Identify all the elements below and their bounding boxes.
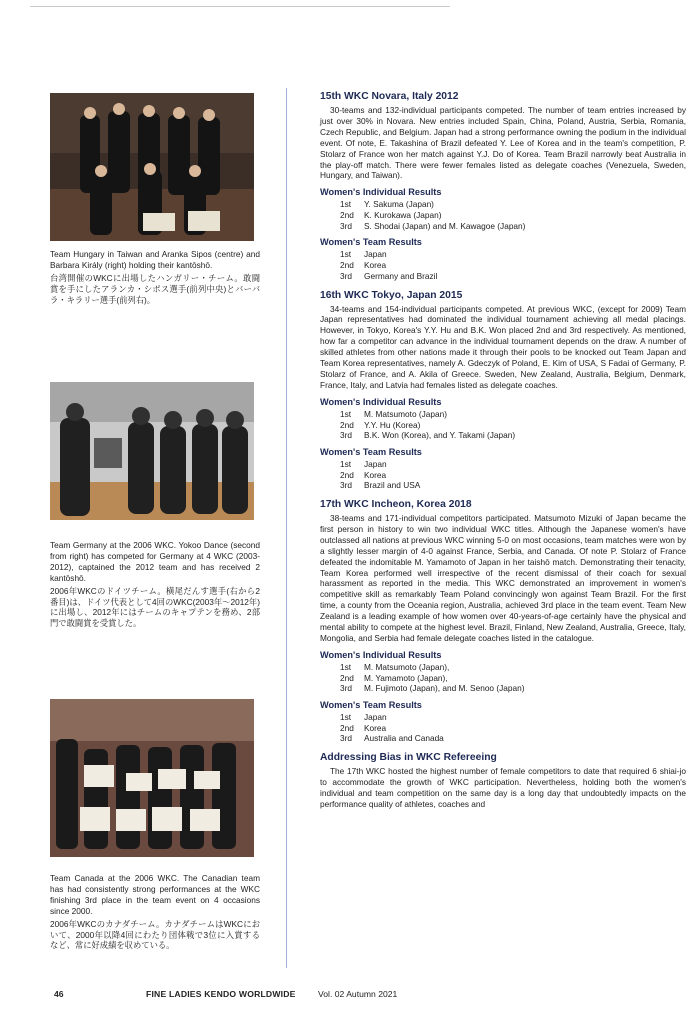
photo-team-germany	[50, 382, 254, 520]
team-results-list	[340, 712, 686, 744]
article-column	[320, 90, 686, 817]
result-item: 2nd Y.Y. Hu (Korea)	[340, 419, 421, 430]
individual-results-list	[340, 662, 686, 694]
caption-team-hungary	[50, 249, 260, 306]
team-results-heading: Women's Team Results	[320, 446, 422, 457]
section-addressing-bias	[320, 751, 686, 810]
section-body: The 17th WKC hosted the highest number of female competitors to date that required 6 shiai-jo to accommodate the growth of WKC participation. Nevertheless, holding both the women's individual and team competition on the same day is a long day that undoubtedly impacts on the performance quality of athletes, coaches and	[320, 766, 686, 809]
caption-japanese: 2006年WKCのカナダチーム。カナダチームはWKCにおいて、2000年以降4回にわたり団体戦で3位に入賞するなど、常に好成績を収めている。	[50, 918, 260, 951]
result-item: 3rd Germany and Brazil	[340, 270, 438, 281]
column-divider	[286, 88, 287, 968]
result-item: 3rd S. Shodai (Japan) and M. Kawagoe (Japan)	[340, 220, 526, 231]
result-item: 1st Japan	[340, 712, 387, 723]
section-body: 34-teams and 154-individual participants competed. At previous WKC, (except for 2009) Team Japan representatives had dominated the individual tournament achieving all medal placings. However, in Tokyo, Korea's Y.Y. Hu and B.K. Won placed 2nd and 3rd respectively. As mentioned, how far a competitor can advance in the individual tournament depends on the draw. A number of skilled athletes from other nations made it through their pools to be knocked out Team Japan and Team Korea representatives, namely A. Gdeczyk of Poland, E. Kim of USA, S Fadai of Germany, P. Stolarz of France, and A. Akila of Greece. Sweden, New Zealand, Australia, Belgium, Denmark, France, Italy, and Latvia had females listed as delegate coaches.	[320, 303, 686, 390]
result-item: 1st Y. Sakuma (Japan)	[340, 199, 434, 210]
section-17th-wkc	[320, 498, 686, 744]
page-number: 46	[54, 989, 64, 999]
individual-results-heading: Women's Individual Results	[320, 187, 442, 198]
result-item: 2nd Korea	[340, 722, 387, 733]
result-item: 2nd M. Yamamoto (Japan),	[340, 672, 448, 683]
result-item: 2nd Korea	[340, 260, 387, 271]
caption-english: Team Canada at the 2006 WKC. The Canadian team has had consistently strong performances at the WKC finishing 3rd place in the team event on 4 occasions since 2000.	[50, 873, 260, 916]
result-item: 2nd Korea	[340, 469, 387, 480]
result-item: 3rd M. Fujimoto (Japan), and M. Senoo (Japan)	[340, 683, 525, 694]
team-results-heading: Women's Team Results	[320, 700, 422, 711]
section-15th-wkc	[320, 90, 686, 282]
result-item: 1st Japan	[340, 249, 387, 260]
section-heading: Addressing Bias in WKC Refereeing	[320, 752, 497, 764]
issue-volume: Vol. 02 Autumn 2021	[318, 989, 398, 999]
caption-japanese: 台湾開催のWKCに出場したハンガリー・チーム。敢闘賞を手にしたアランカ・シポス選手(前列中央)とバーバラ・キラリー選手(前列右)。	[50, 272, 260, 305]
result-item: 1st M. Matsumoto (Japan)	[340, 408, 447, 419]
section-16th-wkc	[320, 289, 686, 491]
result-item: 1st M. Matsumoto (Japan),	[340, 661, 450, 672]
page-footer	[0, 989, 700, 1003]
result-item: 3rd B.K. Won (Korea), and Y. Takami (Japan)	[340, 430, 516, 441]
caption-english: Team Germany at the 2006 WKC. Yokoo Dance (second from right) has competed for Germany at 4 WKC (2003-2012), captained the 2012 team and has received 2 kantōshō.	[50, 540, 260, 583]
section-heading: 16th WKC Tokyo, Japan 2015	[320, 289, 463, 301]
result-item: 1st Japan	[340, 458, 387, 469]
individual-results-heading: Women's Individual Results	[320, 396, 442, 407]
photo-team-canada	[50, 699, 254, 857]
section-body: 30-teams and 132-individual participants competed. The number of team entries increased by just over 30% in Novara. New entries included Spain, China, Poland, Austria, Serbia, Romania, Czech Republic, and Belgium. Japan had a strong performance owning the podium in the individual event. Of note, E. Takashina of Brazil defeated Y. Lee of Korea and in the team's competition, P. Stolarz of France won her match against Y.J. Do of Korea. Team Brazil narrowly beat Australia in the play-off match. There were fewer females listed as delegate coaches (Venezuela, Sweden, Hungary, and Taiwan).	[320, 105, 686, 181]
individual-results-heading: Women's Individual Results	[320, 649, 442, 660]
result-item: 2nd K. Kurokawa (Japan)	[340, 210, 442, 221]
magazine-title: FINE LADIES KENDO WORLDWIDE	[146, 989, 296, 999]
photo-team-hungary	[50, 93, 254, 241]
top-rule	[30, 6, 450, 7]
caption-english: Team Hungary in Taiwan and Aranka Sipos (centre) and Barbara Király (right) holding their kantōshō.	[50, 249, 260, 270]
individual-results-list	[340, 199, 686, 231]
team-results-list	[340, 249, 686, 281]
section-body: 38-teams and 171-individual competitors participated. Matsumoto Mizuki of Japan became the first person in history to win two individual WKC titles. Although the Japanese women's have outclassed all nations at previous WKC winning 5-0 on most occasions, team matches were won by a slightly lesser margin of 4-0 against France, Serbia, and Canada. Of note P. Stolarz of France defeated the indomitable M. Yamamoto of Japan in her taishō match. Demonstrating their tenacity, Team Korea performed well irrespective of the recent dismissal of their coach for sexual harassment as reported in the media. This WKC demonstrated an improvement in women's competitive skill as remarkably Team Poland convincingly won against Team Brazil. For the first time, a county from the Oceania region, Australia, achieved 3rd place in the team event. Team New Zealand is a leading example of how women over 40-years-of-age certainly have the physical and mental ability to compete at the highest level. Brazil, Finland, New Zealand, Australia, Greece, Italy, Mongolia, and Serbia had female delegate coaches listed in the catalogue.	[320, 513, 686, 643]
section-heading: 17th WKC Incheon, Korea 2018	[320, 499, 472, 511]
team-results-heading: Women's Team Results	[320, 237, 422, 248]
team-results-list	[340, 459, 686, 491]
caption-team-canada	[50, 873, 260, 951]
individual-results-list	[340, 409, 686, 441]
result-item: 3rd Australia and Canada	[340, 733, 444, 744]
caption-team-germany	[50, 540, 260, 629]
result-item: 3rd Brazil and USA	[340, 480, 421, 491]
caption-japanese: 2006年WKCのドイツチーム。横尾だんす選手(右から2番目)は、ドイツ代表として4回のWKC(2003年〜2012年)に出場し、2012年にはチームのキャプテンを務め、2部門で敢闘賞を受賞した。	[50, 585, 260, 629]
section-heading: 15th WKC Novara, Italy 2012	[320, 91, 459, 102]
